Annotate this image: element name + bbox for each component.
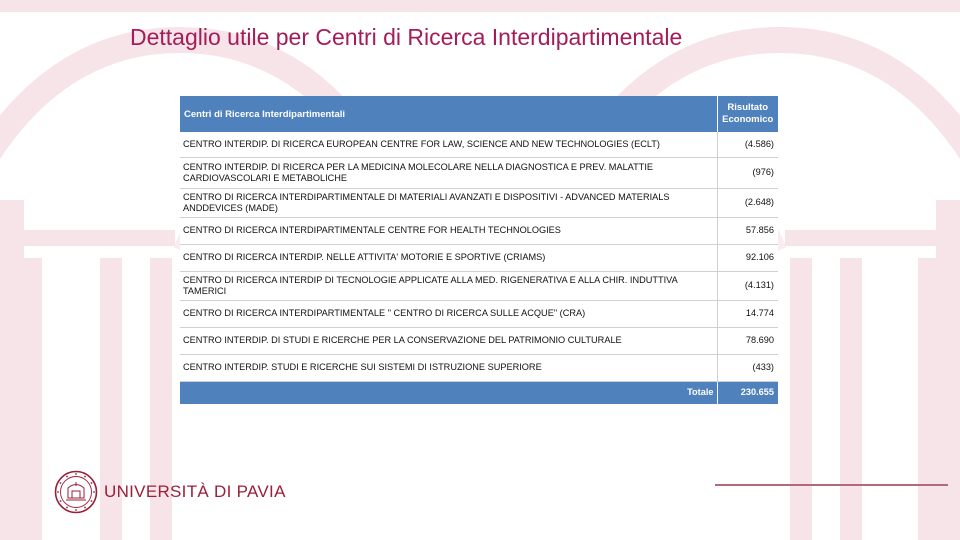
- center-name: CENTRO INTERDIP. DI RICERCA PER LA MEDICINA MOLECOLARE NELLA DIAGNOSTICA E PREV. MALATTIE CARDIOVASCOLARI E METABOLICHE: [180, 158, 717, 189]
- table-row: [180, 158, 778, 189]
- center-name: CENTRO INTERDIP. STUDI E RICERCHE SUI SISTEMI DI ISTRUZIONE SUPERIORE: [180, 355, 717, 382]
- table-header-row: [180, 96, 778, 132]
- center-result: (4.586): [717, 132, 778, 158]
- table-row: [180, 218, 778, 245]
- center-result: (2.648): [717, 189, 778, 218]
- table-row: [180, 189, 778, 218]
- column-header-result: Risultato Economico: [717, 96, 778, 132]
- center-result: 92.106: [717, 245, 778, 272]
- table-row: [180, 132, 778, 158]
- table-row: [180, 355, 778, 382]
- total-label: Totale: [180, 382, 717, 405]
- results-table: [180, 96, 778, 404]
- table-row: [180, 301, 778, 328]
- table-row: [180, 272, 778, 301]
- center-name: CENTRO INTERDIP. DI STUDI E RICERCHE PER LA CONSERVAZIONE DEL PATRIMONIO CULTURALE: [180, 328, 717, 355]
- center-name: CENTRO DI RICERCA INTERDIP. NELLE ATTIVITA' MOTORIE E SPORTIVE (CRIAMS): [180, 245, 717, 272]
- column-header-centers: Centri di Ricerca Interdipartimentali: [180, 96, 717, 132]
- center-result: (433): [717, 355, 778, 382]
- total-value: 230.655: [717, 382, 778, 405]
- university-logo: [54, 470, 286, 514]
- center-name: CENTRO DI RICERCA INTERDIPARTIMENTALE CENTRE FOR HEALTH TECHNOLOGIES: [180, 218, 717, 245]
- center-name: CENTRO DI RICERCA INTERDIPARTIMENTALE DI MATERIALI AVANZATI E DISPOSITIVI - ADVANCED MATERIALS ANDDEVICES (MADE): [180, 189, 717, 218]
- footer-divider: [715, 484, 948, 486]
- center-result: 78.690: [717, 328, 778, 355]
- center-name: CENTRO INTERDIP. DI RICERCA EUROPEAN CENTRE FOR LAW, SCIENCE AND NEW TECHNOLOGIES (ECLT): [180, 132, 717, 158]
- center-result: 14.774: [717, 301, 778, 328]
- total-row: [180, 382, 778, 405]
- university-seal-icon: [54, 470, 98, 514]
- slide-title: Dettaglio utile per Centri di Ricerca Interdipartimentale: [130, 24, 683, 50]
- university-name: UNIVERSITÀ DI PAVIA: [104, 482, 286, 501]
- center-name: CENTRO DI RICERCA INTERDIPARTIMENTALE " CENTRO DI RICERCA SULLE ACQUE" (CRA): [180, 301, 717, 328]
- center-result: 57.856: [717, 218, 778, 245]
- table-row: [180, 245, 778, 272]
- table-row: [180, 328, 778, 355]
- results-table-container: [180, 96, 778, 404]
- center-result: (4.131): [717, 272, 778, 301]
- center-name: CENTRO DI RICERCA INTERDIP DI TECNOLOGIE APPLICATE ALLA MED. RIGENERATIVA E ALLA CHIR. INDUTTIVA TAMERICI: [180, 272, 717, 301]
- center-result: (976): [717, 158, 778, 189]
